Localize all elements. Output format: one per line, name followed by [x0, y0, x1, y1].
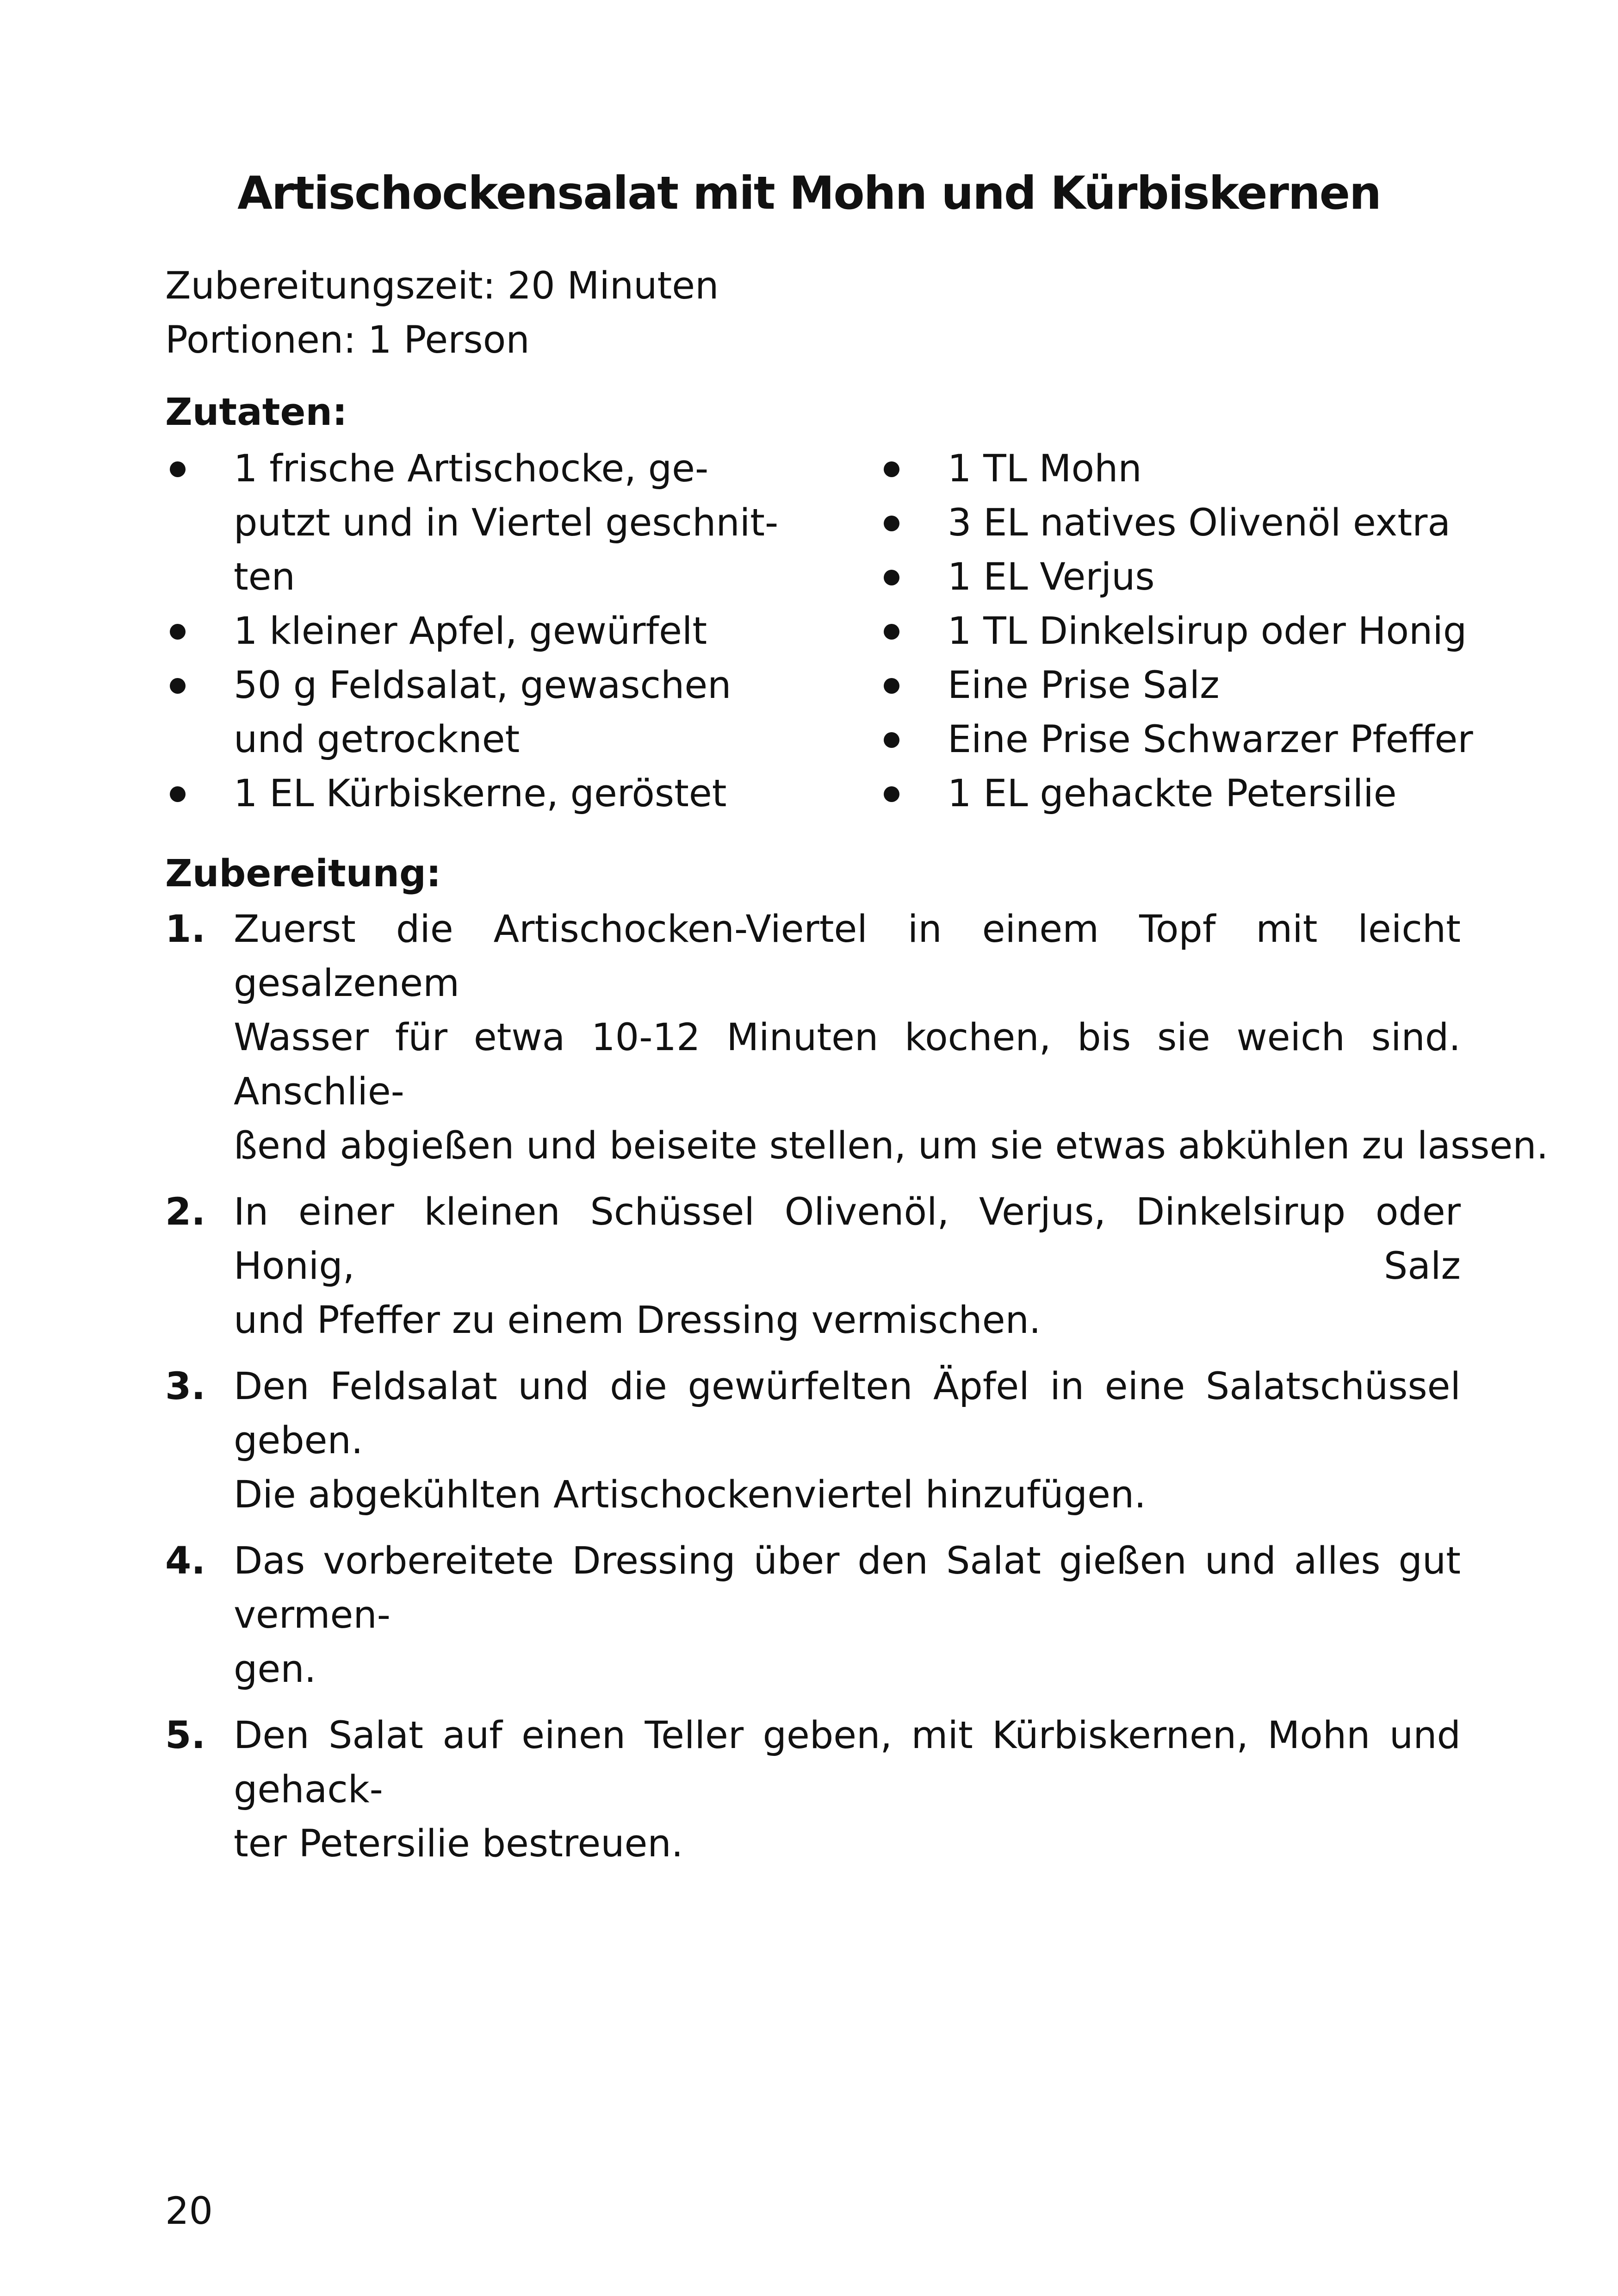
ingredient-text: 1 EL gehackte Petersilie — [948, 772, 1397, 815]
ingredient-text: putzt und in Viertel geschnit- — [234, 501, 779, 545]
ingredient-text: 1 kleiner Apfel, gewürfelt — [234, 610, 707, 653]
step-number: 4. — [165, 1539, 206, 1583]
step-number: 3. — [165, 1365, 206, 1408]
step-text: gen. — [234, 1648, 316, 1691]
ingredient-text: 1 TL Mohn — [948, 447, 1142, 491]
step-number: 1. — [165, 908, 206, 951]
step-text: Die abgekühlten Artischockenviertel hinzufügen. — [234, 1473, 1147, 1517]
step-text: Wasser für etwa 10-12 Minuten kochen, bis sie weich sind. Anschlie- — [234, 1016, 1461, 1114]
ingredient-text: Eine Prise Schwarzer Pfeffer — [948, 718, 1473, 761]
step-text: Den Feldsalat und die gewürfelten Äpfel in eine Salatschüssel geben. — [234, 1365, 1461, 1462]
step-text: Zuerst die Artischocken-Viertel in einem Topf mit leicht gesalzenem — [234, 908, 1461, 1005]
bullet-icon — [170, 624, 186, 640]
ingredient-item — [165, 767, 813, 821]
page-number: 20 — [165, 2190, 213, 2233]
bullet-icon — [884, 786, 899, 802]
bullet-icon — [884, 624, 899, 640]
ingredient-text: 3 EL natives Olivenöl extra — [948, 501, 1451, 545]
bullet-icon — [884, 678, 899, 694]
recipe-title: Artischockensalat mit Mohn und Kürbiskernen — [237, 167, 1381, 220]
ingredient-text: 1 frische Artischocke, ge- — [234, 447, 709, 491]
ingredients-list-right — [879, 442, 1527, 821]
ingredient-item — [165, 604, 813, 659]
step-text: und Pfeffer zu einem Dressing vermischen. — [234, 1299, 1041, 1342]
step-text: Das vorbereitete Dressing über den Salat gießen und alles gut vermen- — [234, 1539, 1461, 1637]
ingredient-item — [879, 713, 1527, 767]
prep-time: Zubereitungszeit: 20 Minuten — [165, 264, 719, 308]
preparation-heading: Zubereitung: — [165, 852, 441, 896]
step-number: 5. — [165, 1714, 206, 1757]
preparation-step — [165, 1709, 1461, 1871]
recipe-meta — [165, 259, 719, 367]
ingredient-text: Eine Prise Salz — [948, 664, 1220, 707]
preparation-step — [165, 902, 1549, 1173]
bullet-icon — [884, 570, 899, 585]
ingredient-text: 1 EL Verjus — [948, 555, 1155, 599]
step-text: In einer kleinen Schüssel Olivenöl, Verjus, Dinkelsirup oder Honig, Salz — [234, 1190, 1461, 1288]
bullet-icon — [884, 732, 899, 748]
ingredient-item — [165, 442, 813, 604]
ingredient-text: ten — [234, 555, 295, 599]
ingredient-text: und getrocknet — [234, 718, 520, 761]
ingredient-item — [879, 550, 1527, 604]
step-number: 2. — [165, 1190, 206, 1234]
bullet-icon — [170, 461, 186, 477]
ingredients-heading: Zutaten: — [165, 391, 347, 434]
preparation-step — [165, 1360, 1461, 1522]
ingredient-item — [165, 659, 813, 767]
bullet-icon — [884, 516, 899, 531]
ingredients-list-left — [165, 442, 813, 821]
ingredient-text: 1 EL Kürbiskerne, geröstet — [234, 772, 727, 815]
ingredient-text: 50 g Feldsalat, gewaschen — [234, 664, 732, 707]
portions: Portionen: 1 Person — [165, 318, 530, 362]
step-text: ßend abgießen und beiseite stellen, um sie etwas abkühlen zu lassen. — [234, 1124, 1549, 1168]
step-text: ter Petersilie bestreuen. — [234, 1822, 683, 1866]
ingredient-item — [879, 659, 1527, 713]
ingredient-item — [879, 767, 1527, 821]
step-text: Den Salat auf einen Teller geben, mit Kürbiskernen, Mohn und gehack- — [234, 1714, 1461, 1811]
ingredient-item — [879, 496, 1527, 550]
preparation-steps — [165, 902, 1549, 1883]
bullet-icon — [170, 786, 186, 802]
ingredient-text: 1 TL Dinkelsirup oder Honig — [948, 610, 1467, 653]
ingredient-item — [879, 604, 1527, 659]
preparation-step — [165, 1185, 1461, 1348]
bullet-icon — [170, 678, 186, 694]
preparation-step — [165, 1534, 1461, 1697]
bullet-icon — [884, 461, 899, 477]
ingredient-item — [879, 442, 1527, 496]
